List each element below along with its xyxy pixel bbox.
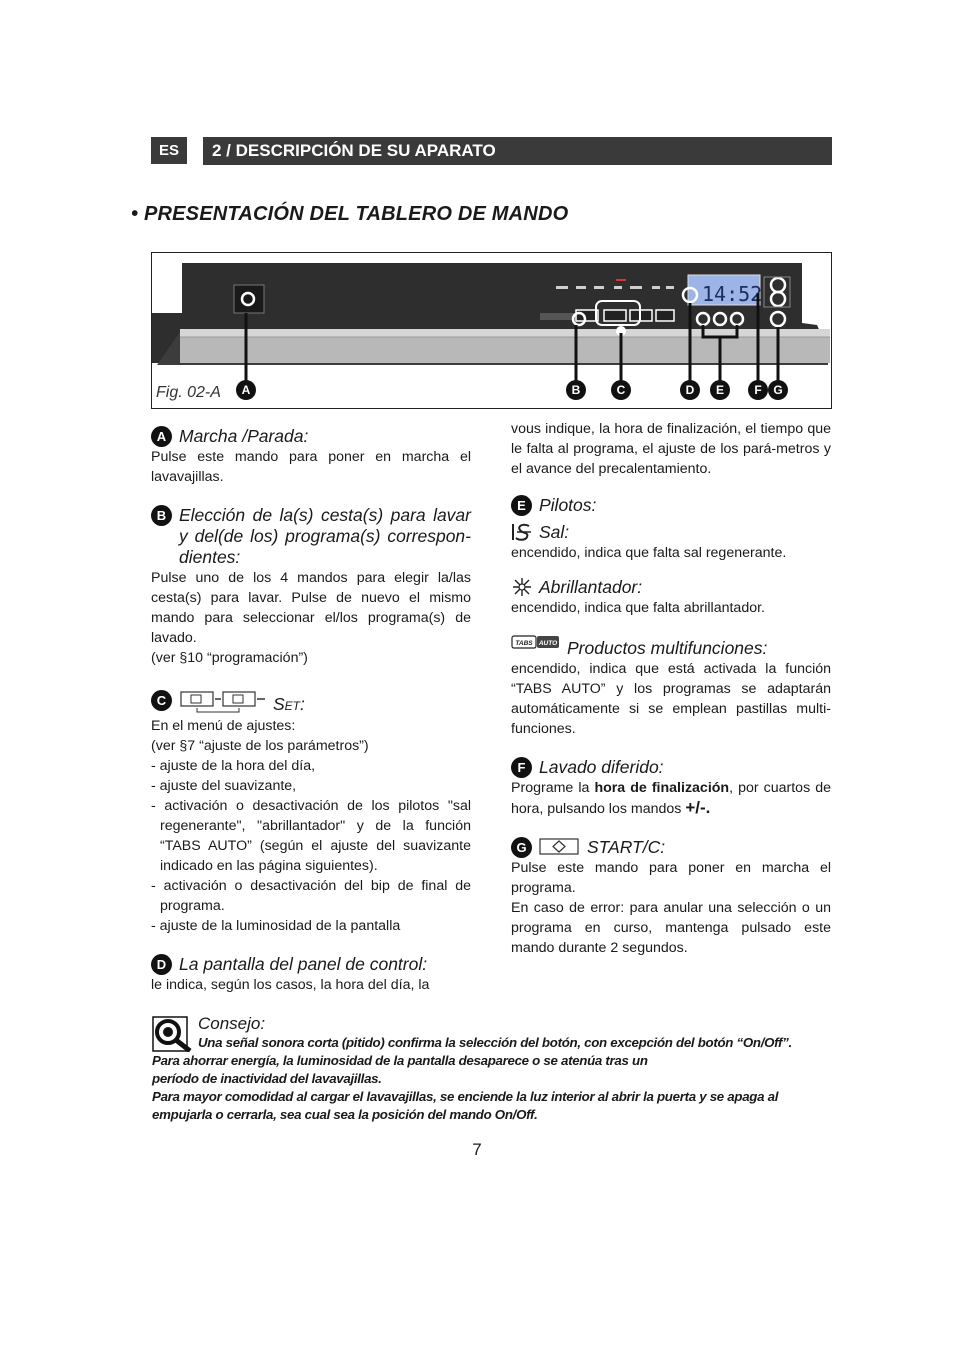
item-b-ref: (ver §10 “programación”) [151,650,308,666]
multifunction-text: encendido, indica que está activada la función “TABS AUTO” y los programas se adaptarán automáticamente si se emplean pastillas multi-funciones. [511,661,831,737]
auto-label: AUTO [538,640,558,647]
tip-line-3: período de inactividad del lavavajillas. [152,1071,382,1086]
badge-b: B [151,505,172,526]
section-title: • PRESENTACIÓN DEL TABLERO DE MANDO [131,203,569,225]
abrillantador-title: Abrillantador: [539,577,643,597]
item-c-list-5: - ajuste de la luminosidad de la pantalla [151,918,401,934]
display-readout: 14:52 [702,282,763,306]
page-number: 7 [472,1140,482,1159]
tip-text [152,1034,842,1124]
item-c-list-4: - activación o desactivación del bip de final de programa. [151,878,471,914]
left-column [151,426,471,995]
control-panel-figure [151,252,832,409]
tip-title: Consejo: [198,1014,266,1033]
item-c-list-1: - ajuste de la hora del día, [151,758,316,774]
item-c-title: Set: [273,694,305,714]
badge-g: G [511,837,532,858]
sal-heading [511,522,831,543]
item-c-list-3: - activación o desactivación de los pilotos "sal regenerante", "abrillantador" y de la función “TABS AUTO” (según el ajuste del suavizante indicado en las página siguientes). [151,798,471,874]
multifunction-title: Productos multifunciones: [567,638,768,658]
item-c-list-2: - ajuste del suavizante, [151,778,297,794]
item-f-title: Lavado diferido: [539,757,664,777]
item-d-title: La pantalla del panel de control: [179,954,428,974]
tip-line-2: Para ahorrar energía, la luminosidad de la pantalla desaparece o se atenúa tras un [152,1053,648,1068]
item-g-title: START/C: [587,837,666,857]
abrillantador-heading [511,577,831,598]
rinse-aid-icon [511,577,533,597]
item-g-text-1: Pulse este mando para poner en marcha el programa. [511,860,831,896]
right-column [511,419,831,958]
badge-e: E [511,495,532,516]
abrillantador-text: encendido, indica que falta abrillantador. [511,600,765,616]
item-f-text [511,778,831,819]
item-f-text-pre: Programe la [511,780,595,796]
item-c-intro: En el menú de ajustes: [151,718,296,734]
multifunction-heading [511,634,831,659]
item-b-text: Pulse uno de los 4 mandos para elegir la/las cesta(s) para lavar. Pulse de nuevo el mismo mando para seleccionar el/los programa(s) de lavado. [151,570,471,646]
figure-caption: Fig. 02-A [156,384,221,401]
tabs-label: TABS [515,640,533,647]
badge-d: D [151,954,172,975]
item-a-title: Marcha /Parada: [179,426,309,446]
badge-c: C [151,690,172,711]
salt-icon [511,522,533,542]
item-f-text-post: , por cuartos de hora, pulsando los mandos [511,780,831,817]
item-b-title: Elección de la(s) cesta(s) para lavar y del(de los) programa(s) correspon-dientes: [179,505,471,567]
item-b-heading [151,505,471,568]
badge-a: A [151,426,172,447]
item-f-text-bold: hora de finalización [594,780,730,796]
callout-b: B [571,383,581,397]
item-a-heading [151,426,471,447]
item-c-heading [151,690,471,716]
language-tag: ES [151,137,187,164]
callout-f: F [754,383,762,397]
item-g-heading [511,837,831,858]
start-button-icon [539,837,581,857]
callout-e: E [715,383,725,397]
item-d-text-left: le indica, según los casos, la hora del día, la [151,977,430,993]
control-panel-illustration [152,253,832,409]
tabs-auto-icon [511,634,561,650]
sal-title: Sal: [539,522,570,542]
badge-f: F [511,757,532,778]
set-buttons-icon [179,690,267,716]
item-f-heading [511,757,831,778]
item-e-heading [511,495,831,516]
item-e-title: Pilotos: [539,495,597,515]
tip-line-5: empujarla o cerrarla, sea cual sea la posición del mando On/Off. [152,1107,538,1122]
tip-line-1: Una señal sonora corta (pitido) confirma la selección del botón, con excepción del botón “On/Off”. [198,1035,792,1050]
callout-d: D [685,383,695,397]
item-c-ref: (ver §7 “ajuste de los parámetros”) [151,738,369,754]
sal-text: encendido, indica que falta sal regenerante. [511,545,787,561]
callout-a: A [241,383,251,397]
item-a-text: Pulse este mando para poner en marcha el lavavajillas. [151,449,471,485]
callout-g: G [773,383,783,397]
item-d-heading [151,954,471,975]
chapter-title: 2 / DESCRIPCIÓN DE SU APARATO [203,137,832,165]
item-f-keys: +/-. [685,798,711,817]
tip-line-4: Para mayor comodidad al cargar el lavavajillas, se enciende la luz interior al abrir la puerta y se apaga al [152,1089,779,1104]
item-g-text-2: En caso de error: para anular una selección o un programa en curso, mantenga pulsado este mando durante 2 segundos. [511,900,831,956]
callout-c: C [616,383,626,397]
item-d-text-right: vous indique, la hora de finalización, el tiempo que le falta al programa, el ajuste de los pará-metros y el avance del precalentamiento. [511,421,831,477]
